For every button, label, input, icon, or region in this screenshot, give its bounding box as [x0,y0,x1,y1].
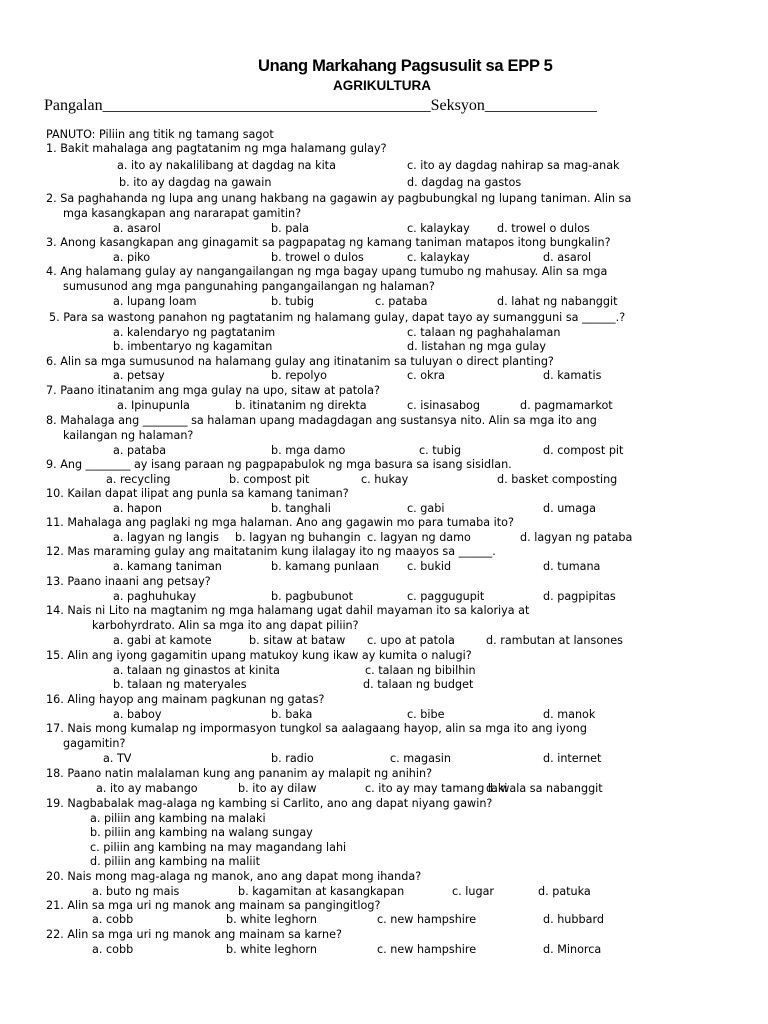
answer-choice: a. cobb [92,913,134,926]
answer-choice: a. kamang taniman [113,560,222,573]
question-text: 7. Paano itinatanim ang mga gulay na upo, sitaw at patola? [46,384,380,397]
answer-choice: c. bukid [407,560,452,573]
answer-choice: c. paggugupit [407,590,485,603]
answer-choice: d. lagyan ng pataba [520,531,633,544]
answer-choice: b. compost pit [229,473,310,486]
answer-choice: b. lagyan ng buhangin [235,531,361,544]
question-text: 2. Sa paghahanda ng lupa ang unang hakbang na gagawin ay pagbubungkal ng lupang taniman. Alin sa [46,192,632,205]
answer-choice: b. itinatanim ng direkta [235,399,367,412]
question-text: mga kasangkapan ang nararapat gamitin? [63,207,302,220]
answer-choice: c. bibe [407,708,445,721]
answer-choice: a. asarol [113,222,161,235]
answer-choice: b. kamang punlaan [271,560,380,573]
answer-choice: d. Minorca [543,943,602,956]
question-text: gagamitin? [63,737,126,750]
name-section-line: Pangalan_________________________________________Seksyon______________ [44,97,597,114]
question-text: sumusunod ang mga pangunahing pangangailangan ng halaman? [63,280,435,293]
answer-choice: c. upo at patola [367,634,455,647]
question-text: 21. Alin sa mga uri ng manok ang mainam sa pangingitlog? [46,899,381,912]
answer-choice: a. Ipinupunla [117,399,190,412]
answer-choice: a. pataba [113,444,167,457]
answer-choice: a. hapon [113,502,162,515]
answer-choice: d. rambutan at lansones [486,634,623,647]
answer-choice: a. ito ay nakalilibang at dagdag na kita [117,159,336,172]
answer-choice: c. new hampshire [377,943,477,956]
answer-choice: d. compost pit [543,444,624,457]
answer-choice: c. piliin ang kambing na may magandang lahi [90,841,347,854]
answer-choice: d. dagdag na gastos [407,176,522,189]
answer-choice: d. hubbard [543,913,604,926]
answer-choice: d. talaan ng budget [363,678,474,691]
answer-choice: b. tubig [271,295,315,308]
answer-choice: b. piliin ang kambing na walang sungay [90,826,313,839]
question-text: karbohyrdrato. Alin sa mga ito ang dapat piliin? [92,619,359,632]
answer-choice: d. patuka [538,885,591,898]
answer-choice: d. umaga [543,502,597,515]
question-text: 8. Mahalaga ang ________ sa halaman upang madagdagan ang sustansya nito. Alin sa mga ito ang [46,414,597,427]
answer-choice: b. tanghali [271,502,331,515]
answer-choice: a. piliin ang kambing na malaki [90,812,266,825]
answer-choice: a. cobb [92,943,134,956]
answer-choice: b. repolyo [271,369,327,382]
page-subtitle: AGRIKULTURA [333,78,431,93]
answer-choice: d. pagpipitas [543,590,616,603]
answer-choice: a. petsay [113,369,165,382]
instructions: PANUTO: Piliin ang titik ng tamang sagot [46,128,274,141]
answer-choice: c. kalaykay [407,222,470,235]
question-text: 10. Kailan dapat ilipat ang punla sa kamang taniman? [46,487,349,500]
answer-choice: a. baboy [113,708,162,721]
answer-choice: a. gabi at kamote [113,634,212,647]
answer-choice: c. gabi [407,502,445,515]
answer-choice: b. pala [271,222,310,235]
answer-choice: b. talaan ng materyales [113,678,247,691]
question-text: 18. Paano natin malalaman kung ang pananim ay malapit ng anihin? [46,767,433,780]
question-text: 17. Nais mong kumalap ng impormasyon tungkol sa aalagaang hayop, alin sa mga ito ang iyong [46,722,587,735]
answer-choice: c. kalaykay [407,251,470,264]
answer-choice: d. wala sa nabanggit [486,782,603,795]
question-text: 16. Aling hayop ang mainam pagkunan ng gatas? [46,693,325,706]
answer-choice: b. trowel o dulos [271,251,364,264]
answer-choice: c. isinasabog [407,399,480,412]
answer-choice: d. tumana [543,560,601,573]
answer-choice: c. new hampshire [377,913,477,926]
answer-choice: d. listahan ng mga gulay [407,340,547,353]
answer-choice: c. talaan ng bibilhin [365,664,476,677]
answer-choice: b. ito ay dagdag na gawain [119,176,272,189]
question-text: 13. Paano inaani ang petsay? [46,575,211,588]
question-text: 11. Mahalaga ang paglaki ng mga halaman. Ano ang gagawin mo para tumaba ito? [46,516,514,529]
question-text: 6. Alin sa mga sumusunod na halamang gulay ang itinatanim sa tuluyan o direct planting? [46,355,554,368]
answer-choice: b. radio [271,752,314,765]
answer-choice: a. buto ng mais [92,885,180,898]
answer-choice: c. lugar [452,885,495,898]
answer-choice: c. hukay [361,473,409,486]
answer-choice: c. ito ay may tamang laki [365,782,508,795]
answer-choice: a. ito ay mabango [96,782,198,795]
answer-choice: d. pagmamarkot [520,399,613,412]
answer-choice: d. internet [543,752,602,765]
answer-choice: a. paghuhukay [113,590,197,603]
answer-choice: d. kamatis [543,369,602,382]
question-text: 3. Anong kasangkapan ang ginagamit sa pagpapatag ng kamang taniman matapos itong bungkalin? [46,236,611,249]
question-text: 9. Ang ________ ay isang paraan ng pagpapabulok ng mga basura sa isang sisidlan. [46,458,512,471]
answer-choice: d. asarol [543,251,592,264]
answer-choice: c. okra [407,369,446,382]
answer-choice: c. tubig [419,444,462,457]
answer-choice: d. trowel o dulos [497,222,590,235]
question-text: 4. Ang halamang gulay ay nangangailangan ng mga bagay upang tumubo ng mahusay. Alin sa mga [46,265,608,278]
question-text: 14. Nais ni Lito na magtanim ng mga halamang ugat dahil mayaman ito sa kaloriya at [46,604,530,617]
answer-choice: b. baka [271,708,313,721]
answer-choice: a. recycling [106,473,171,486]
question-text: kailangan ng halaman? [63,429,194,442]
answer-choice: c. lagyan ng damo [367,531,471,544]
answer-choice: b. white leghorn [226,943,317,956]
answer-choice: a. lupang loam [113,295,197,308]
answer-choice: c. pataba [375,295,428,308]
answer-choice: c. magasin [390,752,452,765]
answer-choice: b. pagbubunot [271,590,353,603]
answer-choice: a. TV [103,752,132,765]
answer-choice: b. ito ay dilaw [238,782,317,795]
answer-choice: b. kagamitan at kasangkapan [238,885,405,898]
answer-choice: b. white leghorn [226,913,317,926]
answer-choice: d. manok [543,708,596,721]
answer-choice: d. basket composting [497,473,618,486]
question-text: 1. Bakit mahalaga ang pagtatanim ng mga halamang gulay? [46,142,387,155]
question-text: 5. Para sa wastong panahon ng pagtatanim ng halamang gulay, dapat tayo ay sumangguni sa ______.? [49,311,626,324]
question-text: 19. Nagbabalak mag-alaga ng kambing si Carlito, ano ang dapat niyang gawin? [46,797,493,810]
answer-choice: d. lahat ng nabanggit [497,295,618,308]
question-text: 20. Nais mong mag-alaga ng manok, ano ang dapat mong ihanda? [46,870,422,883]
question-text: 15. Alin ang iyong gagamitin upang matukoy kung ikaw ay kumita o nalugi? [46,649,472,662]
answer-choice: b. imbentaryo ng kagamitan [113,340,273,353]
question-text: 12. Mas maraming gulay ang maitatanim kung ilalagay ito ng maayos sa ______. [46,545,496,558]
page-title: Unang Markahang Pagsusulit sa EPP 5 [258,57,553,75]
answer-choice: b. mga damo [271,444,346,457]
answer-choice: a. talaan ng ginastos at kinita [113,664,280,677]
answer-choice: a. kalendaryo ng pagtatanim [113,326,276,339]
answer-choice: b. sitaw at bataw [249,634,346,647]
answer-choice: c. talaan ng paghahalaman [407,326,561,339]
answer-choice: c. ito ay dagdag nahirap sa mag-anak [407,159,620,172]
answer-choice: a. lagyan ng langis [113,531,219,544]
answer-choice: a. piko [113,251,151,264]
question-text: 22. Alin sa mga uri ng manok ang mainam sa karne? [46,928,342,941]
answer-choice: d. piliin ang kambing na maliit [90,855,260,868]
